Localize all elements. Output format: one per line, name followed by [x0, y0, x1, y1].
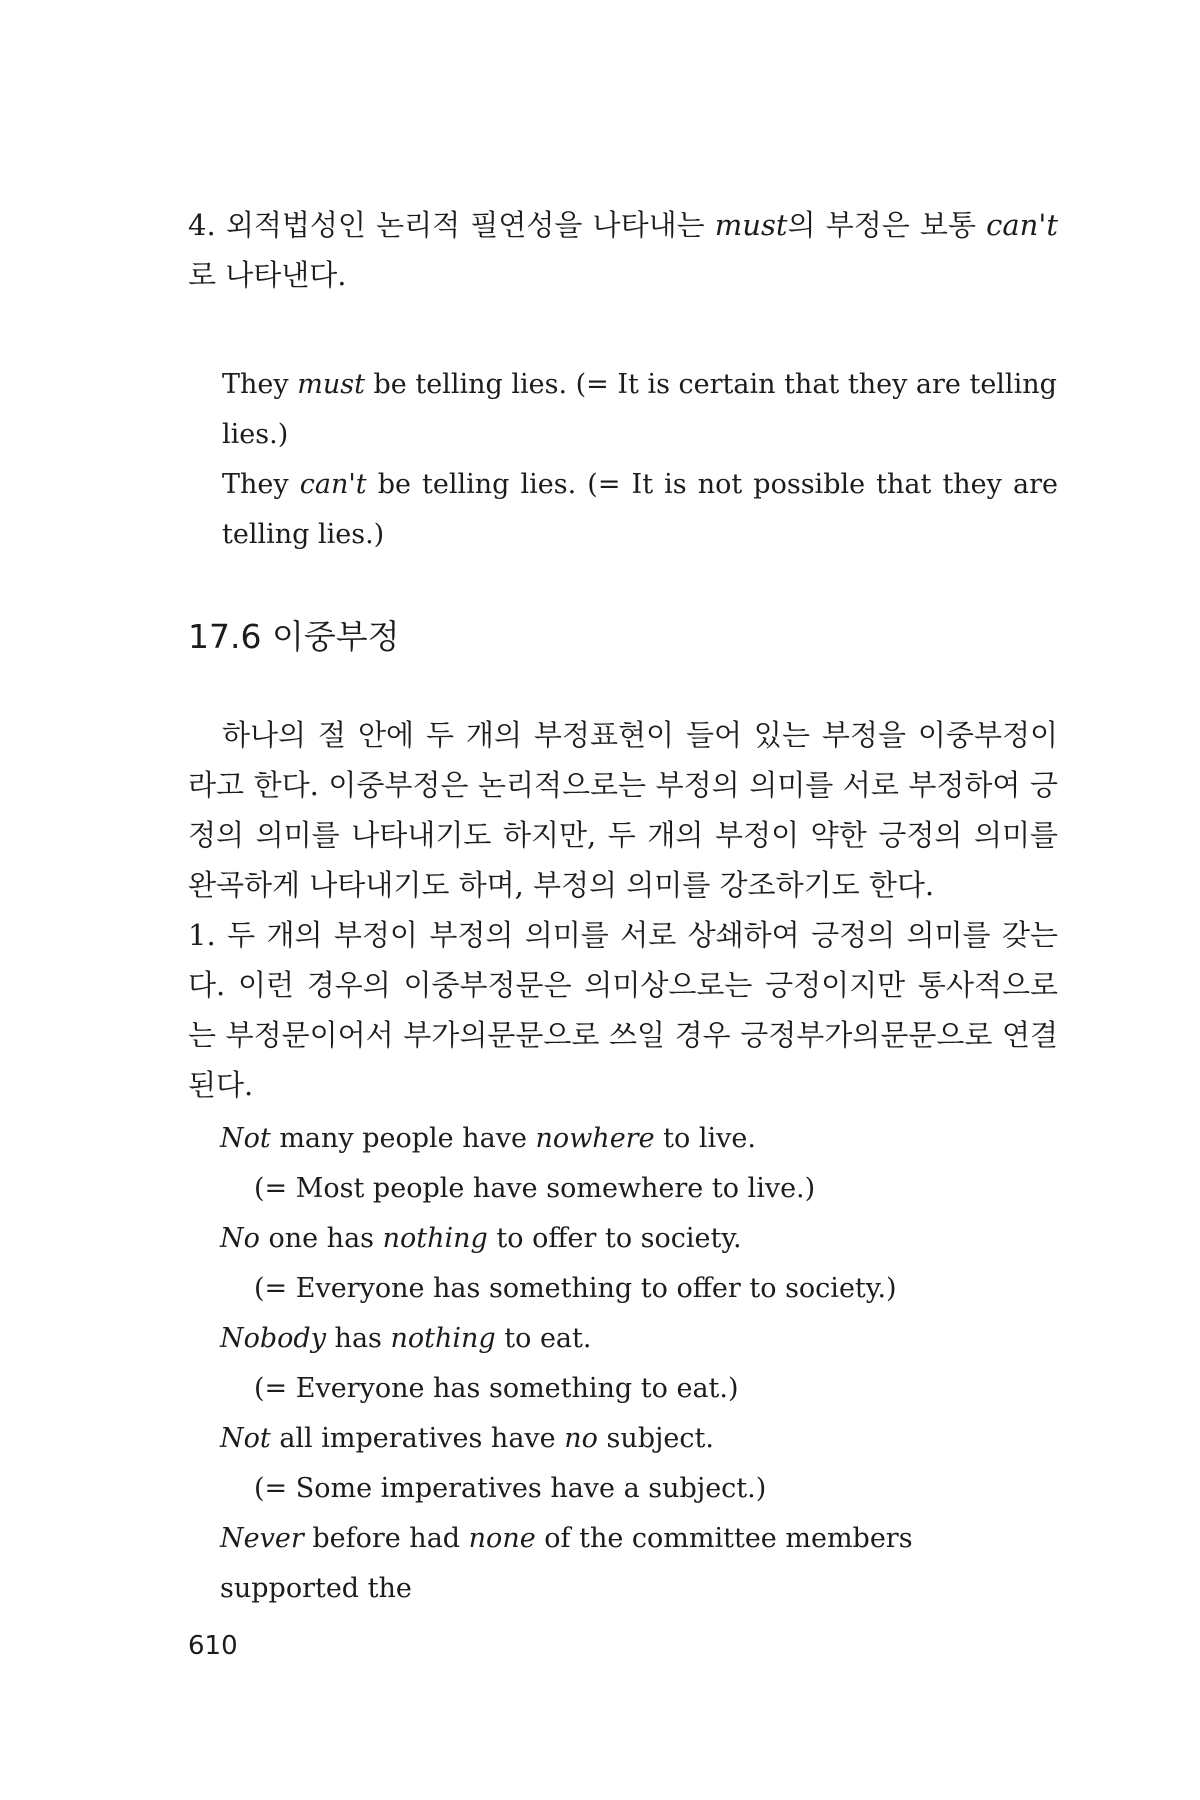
term-cant: can't — [986, 208, 1058, 242]
term-must: must — [714, 208, 788, 242]
example-gloss: (= Everyone has something to offer to society.) — [254, 1273, 897, 1304]
page-number: 610 — [188, 1631, 238, 1661]
example-block-double-negation — [220, 1114, 1058, 1614]
intro-paragraph — [188, 200, 1058, 300]
emphasis: can't — [299, 469, 367, 500]
example-sentence: Not many people have nowhere to live. — [220, 1123, 756, 1154]
section-paragraph — [188, 710, 1058, 1110]
emphasis: must — [297, 369, 365, 400]
example-gloss: (= Some imperatives have a subject.) — [254, 1473, 767, 1504]
example-gloss: (= Most people have somewhere to live.) — [254, 1173, 816, 1204]
example-sentence: Not all imperatives have no subject. — [220, 1423, 714, 1454]
example-sentence: They must be telling lies. (= It is certain that they are telling lies.) — [222, 369, 1057, 450]
section-heading: 17.6 이중부정 — [188, 617, 400, 656]
para-text: 하나의 절 안에 두 개의 부정표현이 들어 있는 부정을 이중부정이라고 한다. 이중부정은 논리적으로는 부정의 의미를 서로 부정하여 긍정의 의미를 나타내기도 하지만, 두 개의 부정이 약한 긍정의 의미를 완곡하게 나타내기도 하며, 부정의 의미를 강조하기도 한다. — [188, 718, 1058, 902]
para-text: 1. 두 개의 부정이 부정의 의미를 서로 상쇄하여 긍정의 의미를 갖는다. 이런 경우의 이중부정문은 의미상으로는 긍정이지만 통사적으로는 부정문이어서 부가의문문으로 쓰일 경우 긍정부가의문문으로 연결된다. — [188, 918, 1058, 1102]
intro-text: 로 나타낸다. — [188, 258, 347, 292]
example-sentence: Nobody has nothing to eat. — [220, 1323, 592, 1354]
example-block-must — [188, 360, 1058, 560]
intro-text: 의 부정은 보통 — [787, 208, 987, 242]
example-gloss: (= Everyone has something to eat.) — [254, 1373, 739, 1404]
example-sentence: No one has nothing to offer to society. — [220, 1223, 742, 1254]
example-sentence: They can't be telling lies. (= It is not possible that they are telling lies.) — [222, 469, 1058, 550]
intro-text: 4. 외적법성인 논리적 필연성을 나타내는 — [188, 208, 715, 242]
example-sentence: Never before had none of the committee members supported the — [220, 1523, 913, 1604]
